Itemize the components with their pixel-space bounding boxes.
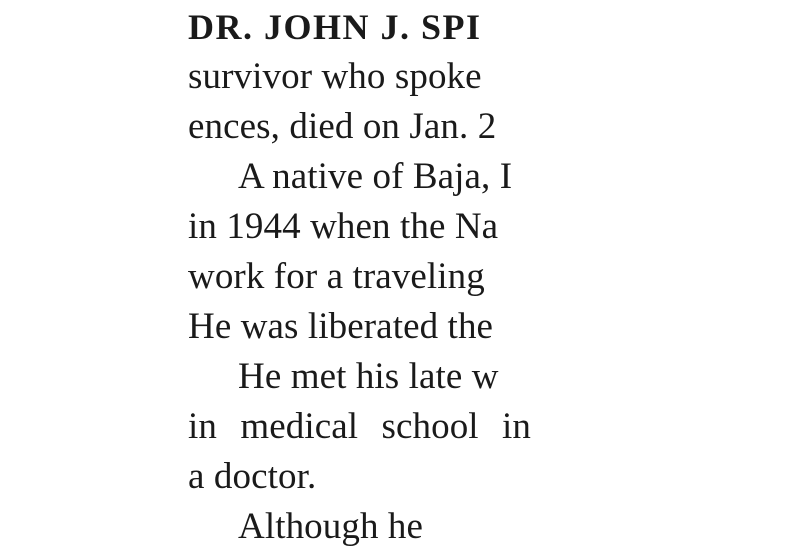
- body-line: in 1944 when the Na: [188, 206, 499, 247]
- body-line: ences, died on Jan. 2: [188, 106, 497, 147]
- paragraph-start-line: Although he: [238, 506, 424, 547]
- obituary-heading-line: DR. JOHN J. SPI: [188, 7, 482, 47]
- paragraph-start-line: A native of Baja, I: [238, 156, 513, 197]
- body-line: a doctor.: [188, 456, 317, 497]
- body-line: in medical school in: [188, 406, 532, 447]
- body-line: survivor who spoke: [188, 56, 482, 97]
- paragraph-start-line: He met his late w: [238, 356, 499, 397]
- body-line: work for a traveling: [188, 256, 485, 297]
- body-line: He was liberated the: [188, 306, 494, 347]
